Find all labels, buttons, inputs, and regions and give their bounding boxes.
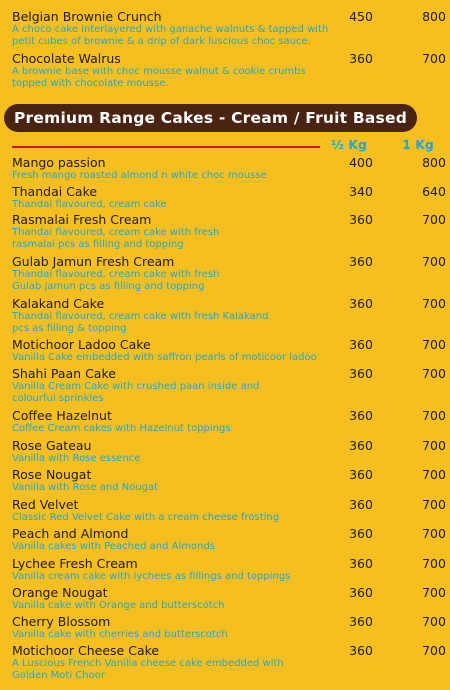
item-description: Vanilla Cake embedded with saffron pearls of moticoor ladoo <box>12 352 317 363</box>
price-one-kg: 640 <box>422 184 446 199</box>
item-name: Chocolate Walrus <box>12 51 121 66</box>
item-name: Kalakand Cake <box>12 296 105 311</box>
price-one-kg: 700 <box>422 497 446 512</box>
price-one-kg: 700 <box>422 585 446 600</box>
price-one-kg: 700 <box>422 296 446 311</box>
item-description: Vanilla Cream Cake with crushed paan inside and colourful sprinkles <box>12 381 260 404</box>
item-name: Orange Nougat <box>12 585 108 600</box>
price-one-kg: 700 <box>422 526 446 541</box>
item-name: Lychee Fresh Cream <box>12 556 138 571</box>
price-half-kg: 360 <box>349 254 373 269</box>
item-description: A choco cake interlayered with ganache walnuts & tapped with petit cubes of brownie & a drip of dark luscious choc sauce. <box>12 24 329 47</box>
price-half-kg: 360 <box>349 366 373 381</box>
price-half-kg: 450 <box>349 9 373 24</box>
price-one-kg: 700 <box>422 614 446 629</box>
item-description: Coffee Cream cakes with Hazelnut toppings <box>12 423 231 434</box>
price-half-kg: 360 <box>349 296 373 311</box>
price-half-kg: 360 <box>349 614 373 629</box>
price-one-kg: 700 <box>422 438 446 453</box>
price-half-kg: 360 <box>349 497 373 512</box>
item-description: Thandai flavoured, cream cake with fresh Gulab jamun pcs as filling and topping <box>12 269 220 292</box>
item-name: Motichoor Cheese Cake <box>12 643 160 658</box>
item-name: Rose Nougat <box>12 467 92 482</box>
price-one-kg: 700 <box>422 556 446 571</box>
price-one-kg: 700 <box>422 337 446 352</box>
price-one-kg: 700 <box>422 408 446 423</box>
item-description: Thandai flavoured, cream cake <box>12 199 167 210</box>
item-description: Vanilla cream cake with lychees as fillings and toppings <box>12 571 291 582</box>
price-half-kg: 360 <box>349 51 373 66</box>
item-description: Vanilla cakes with Peached and Almonds <box>12 541 216 552</box>
price-one-kg: 700 <box>422 643 446 658</box>
item-description: A Luscious French Vanilla cheese cake embedded with Golden Moti Choor <box>12 658 284 681</box>
price-half-kg: 360 <box>349 526 373 541</box>
item-description: A brownie base with choc mousse walnut & cookie crumbs topped with chocolate mousse. <box>12 66 306 89</box>
item-name: Rasmalai Fresh Cream <box>12 212 152 227</box>
item-description: Classic Red Velvet Cake with a cream cheese frosting <box>12 512 280 523</box>
price-half-kg: 360 <box>349 337 373 352</box>
item-name: Red Velvet <box>12 497 79 512</box>
item-name: Shahi Paan Cake <box>12 366 116 381</box>
price-half-kg: 360 <box>349 585 373 600</box>
price-half-kg: 360 <box>349 212 373 227</box>
price-one-kg: 700 <box>422 212 446 227</box>
price-half-kg: 360 <box>349 438 373 453</box>
item-description: Thandai flavoured, cream cake with fresh rasmalai pcs as filling and topping <box>12 227 220 250</box>
price-one-kg: 700 <box>422 254 446 269</box>
item-name: Cherry Blossom <box>12 614 111 629</box>
item-name: Peach and Almond <box>12 526 129 541</box>
price-one-kg: 800 <box>422 9 446 24</box>
item-name: Rose Gateau <box>12 438 92 453</box>
item-description: Fresh mango roasted almond n white choc mousse <box>12 170 267 181</box>
price-half-kg: 360 <box>349 556 373 571</box>
price-one-kg: 700 <box>422 366 446 381</box>
item-name: Gulab Jamun Fresh Cream <box>12 254 175 269</box>
price-one-kg: 800 <box>422 155 446 170</box>
price-one-kg: 700 <box>422 51 446 66</box>
column-header-half-kg: ½ Kg <box>331 137 367 152</box>
item-description: Vanilla with Rose and Nougat <box>12 482 159 493</box>
item-name: Coffee Hazelnut <box>12 408 112 423</box>
price-half-kg: 400 <box>349 155 373 170</box>
item-name: Mango passion <box>12 155 106 170</box>
item-name: Belgian Brownie Crunch <box>12 9 162 24</box>
item-description: Vanilla cake with cherries and butterscotch <box>12 629 228 640</box>
price-half-kg: 360 <box>349 408 373 423</box>
item-name: Thandai Cake <box>12 184 98 199</box>
item-name: Motichoor Ladoo Cake <box>12 337 151 352</box>
column-header-one-kg: 1 Kg <box>402 137 434 152</box>
price-half-kg: 340 <box>349 184 373 199</box>
price-one-kg: 700 <box>422 467 446 482</box>
section-title-banner: Premium Range Cakes - Cream / Fruit Based <box>4 104 417 132</box>
item-description: Vanilla with Rose essence <box>12 453 141 464</box>
divider-line <box>12 146 320 148</box>
item-description: Vanilla cake with Orange and butterscotch <box>12 600 225 611</box>
price-half-kg: 360 <box>349 643 373 658</box>
price-half-kg: 360 <box>349 467 373 482</box>
item-description: Thandai flavoured, cream cake with fresh Kalakand pcs as filling & topping <box>12 311 269 334</box>
